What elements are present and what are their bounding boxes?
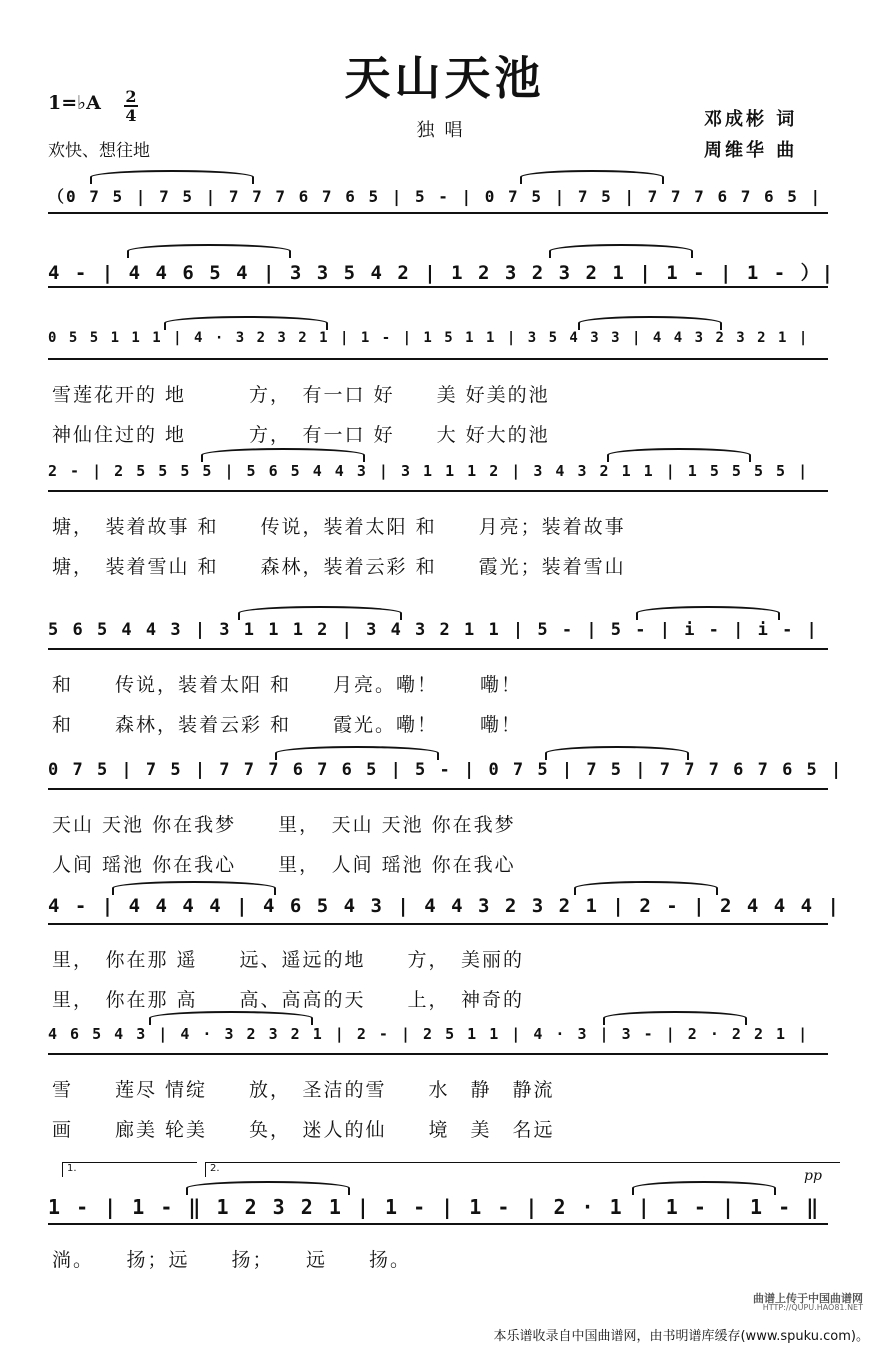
slur-mark <box>545 746 689 760</box>
watermark-text: 曲谱上传于中国曲谱网 <box>753 1292 863 1305</box>
beam-underline <box>48 1053 828 1055</box>
slur-mark <box>574 881 718 895</box>
lyric-line: 淌。 扬；远 扬； 远 扬。 <box>52 1249 412 1271</box>
slur-mark <box>90 170 254 184</box>
tempo-marking: 欢快、想往地 <box>48 141 150 161</box>
lyricist-credit: 邓成彬 词 <box>704 109 798 130</box>
slur-mark <box>549 244 693 258</box>
notation-line: 0 7 5 | 7 5 | 7 7 7 6 7 6 5 | 5 - | 0 7 5 | 7 5 | 7 7 7 6 7 6 5 | <box>48 760 844 780</box>
notation-line: 0 5 5 1 1 1 | 4 · 3 2 3 2 1 | 1 - | 1 5 1 1 | 3 5 4 3 3 | 4 4 3 2 3 2 1 | <box>48 330 810 346</box>
slur-mark <box>636 606 780 620</box>
notation-line: （0 7 5 | 7 5 | 7 7 7 6 7 6 5 | 5 - | 0 7 5 | 7 5 | 7 7 7 6 7 6 5 | <box>48 187 823 206</box>
beam-underline <box>48 1223 828 1225</box>
lyric-line: 和 传说，装着太阳 和 月亮。嘞！ 嘞！ <box>52 674 523 696</box>
slur-mark <box>520 170 664 184</box>
footer-source: 本乐谱收录自中国曲谱网，由书明谱库缓存(www.spuku.com)。 <box>493 1329 869 1344</box>
slur-mark <box>149 1011 313 1025</box>
watermark-url: HTTP://QUPU.HAO81.NET <box>762 1303 863 1312</box>
lyric-line: 里， 你在那 遥 远、遥远的地 方， 美丽的 <box>52 949 525 971</box>
composer-credit: 周维华 曲 <box>704 140 798 161</box>
beam-underline <box>48 212 828 214</box>
performance-type: 独唱 <box>416 120 473 141</box>
slur-mark <box>607 448 751 462</box>
slur-mark <box>603 1011 747 1025</box>
time-signature <box>124 88 138 124</box>
notation-line: 4 - | 4 4 4 4 | 4 6 5 4 3 | 4 4 3 2 3 2 1 | 2 - | 2 4 4 4 | <box>48 895 841 917</box>
beam-underline <box>48 923 828 925</box>
beam-underline <box>48 358 828 360</box>
lyric-line: 画 廊美 轮美 奂， 迷人的仙 境 美 名远 <box>52 1119 555 1141</box>
slur-mark <box>186 1181 350 1195</box>
lyric-line: 和 森林，装着云彩 和 霞光。嘞！ 嘞！ <box>52 714 523 736</box>
slur-mark <box>578 316 722 330</box>
slur-mark <box>127 244 291 258</box>
notation-line: 2 - | 2 5 5 5 5 | 5 6 5 4 4 3 | 3 1 1 1 2 | 3 4 3 2 1 1 | 1 5 5 5 5 | <box>48 462 810 480</box>
lyric-line: 人间 瑶池 你在我心 里， 人间 瑶池 你在我心 <box>52 854 516 876</box>
beam-underline <box>48 648 828 650</box>
beam-underline <box>48 788 828 790</box>
lyric-line: 天山 天池 你在我梦 里， 天山 天池 你在我梦 <box>52 814 516 836</box>
key-signature: 1=♭A <box>48 92 101 114</box>
lyric-line: 神仙住过的 地 方， 有一口 好 大 好大的池 <box>52 424 550 446</box>
slur-mark <box>275 746 439 760</box>
beam-underline <box>48 490 828 492</box>
notation-line: 5 6 5 4 4 3 | 3 1 1 1 2 | 3 4 3 2 1 1 | 5 - | 5 - | i - | i - | <box>48 620 819 640</box>
volta-2: 2. <box>205 1162 840 1177</box>
slur-mark <box>112 881 276 895</box>
lyric-line: 雪 莲尽 情绽 放， 圣洁的雪 水 静 静流 <box>52 1079 555 1101</box>
lyric-line: 塘， 装着故事 和 传说，装着太阳 和 月亮；装着故事 <box>52 516 626 538</box>
slur-mark <box>632 1181 776 1195</box>
slur-mark <box>201 448 365 462</box>
page-title: 天山天池 <box>344 51 545 105</box>
beam-underline <box>48 286 828 288</box>
slur-mark <box>164 316 328 330</box>
notation-line: 4 6 5 4 3 | 4 · 3 2 3 2 1 | 2 - | 2 5 1 1 | 4 · 3 | 3 - | 2 · 2 2 1 | <box>48 1025 810 1043</box>
lyric-line: 里， 你在那 高 高、高高的天 上， 神奇的 <box>52 989 525 1011</box>
lyric-line: 雪莲花开的 地 方， 有一口 好 美 好美的池 <box>52 384 550 406</box>
notation-line: 4 - | 4 4 6 5 4 | 3 3 5 4 2 | 1 2 3 2 3 2 1 | 1 - | 1 - ）| <box>48 262 836 284</box>
meter-top: 2 <box>125 87 137 106</box>
volta-1: 1. <box>62 1162 197 1177</box>
lyric-line: 塘， 装着雪山 和 森林，装着云彩 和 霞光；装着雪山 <box>52 556 626 578</box>
notation-line: 1 - | 1 - ‖ 1 2 3 2 1 | 1 - | 1 - | 2 · 1 | 1 - | 1 - ‖ <box>48 1195 821 1219</box>
dynamic-marking: pp <box>804 1168 822 1184</box>
slur-mark <box>238 606 402 620</box>
meter-bottom: 4 <box>125 106 137 125</box>
